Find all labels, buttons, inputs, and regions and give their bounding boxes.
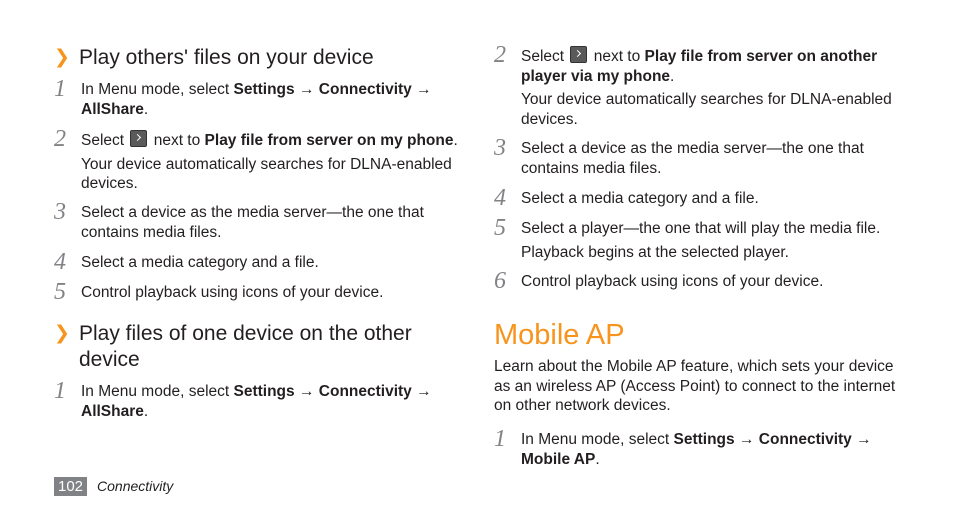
step-1 (54, 378, 464, 421)
step-number: 1 (54, 76, 66, 102)
step-5 (494, 215, 904, 262)
select-arrow-icon (570, 46, 587, 63)
chevron-right-icon: ❯ (54, 323, 70, 344)
mobile-ap-intro: Learn about the Mobile AP feature, which sets your device as an wireless AP (Access Point) to connect to the internet on other network devices. (494, 358, 896, 414)
step-text: Select a device as the media server—the one that contains media files. (81, 204, 424, 241)
select-arrow-icon (130, 130, 147, 147)
step-text: Select next to Play file from server on another player via my phone. Your device automatically searches for DLNA-enabled devices. (521, 48, 892, 128)
step-text: Select a player—the one that will play the media file. Playback begins at the selected player. (521, 220, 881, 261)
step-text: Select a media category and a file. (81, 254, 319, 271)
step-1 (54, 76, 464, 119)
step-number: 2 (494, 42, 506, 68)
step-number: 1 (494, 426, 506, 452)
step-text: Control playback using icons of your device. (521, 273, 824, 290)
step-2 (494, 42, 904, 129)
step-text: In Menu mode, select Settings → Connectivity → AllShare. (81, 383, 432, 420)
chapter-name: Connectivity (97, 478, 174, 494)
step-number: 1 (54, 378, 66, 404)
step-number: 3 (494, 135, 506, 161)
step-number: 3 (54, 199, 66, 225)
page-footer (54, 476, 173, 496)
chevron-right-icon: ❯ (54, 47, 70, 68)
step-text: Select a media category and a file. (521, 190, 759, 207)
mobile-ap-title: Mobile AP (494, 319, 625, 351)
section-heading-play-others-files: ❯ Play others' files on your device (54, 46, 374, 69)
step-number: 6 (494, 268, 506, 294)
step-number: 5 (54, 279, 66, 305)
step-3 (494, 135, 904, 178)
section-heading-play-files-other-device: ❯ Play files of one device on the other device (54, 322, 412, 371)
step-text: In Menu mode, select Settings → Connectivity → Mobile AP. (521, 431, 872, 468)
step-text: Select a device as the media server—the one that contains media files. (521, 140, 864, 177)
step-text: In Menu mode, select Settings → Connectivity → AllShare. (81, 81, 432, 118)
step-text: Control playback using icons of your device. (81, 284, 384, 301)
step-4 (54, 249, 464, 275)
step-6 (494, 268, 904, 294)
step-number: 2 (54, 126, 66, 152)
step-2 (54, 126, 464, 194)
step-5 (54, 279, 464, 305)
step-number: 5 (494, 215, 506, 241)
step-4 (494, 185, 904, 211)
step-3 (54, 199, 464, 242)
page-number: 102 (54, 477, 87, 496)
step-1 (494, 426, 904, 469)
step-text: Select next to Play file from server on my phone. Your device automatically searches for DLNA-enabled devices. (81, 132, 458, 192)
step-number: 4 (54, 249, 66, 275)
step-number: 4 (494, 185, 506, 211)
